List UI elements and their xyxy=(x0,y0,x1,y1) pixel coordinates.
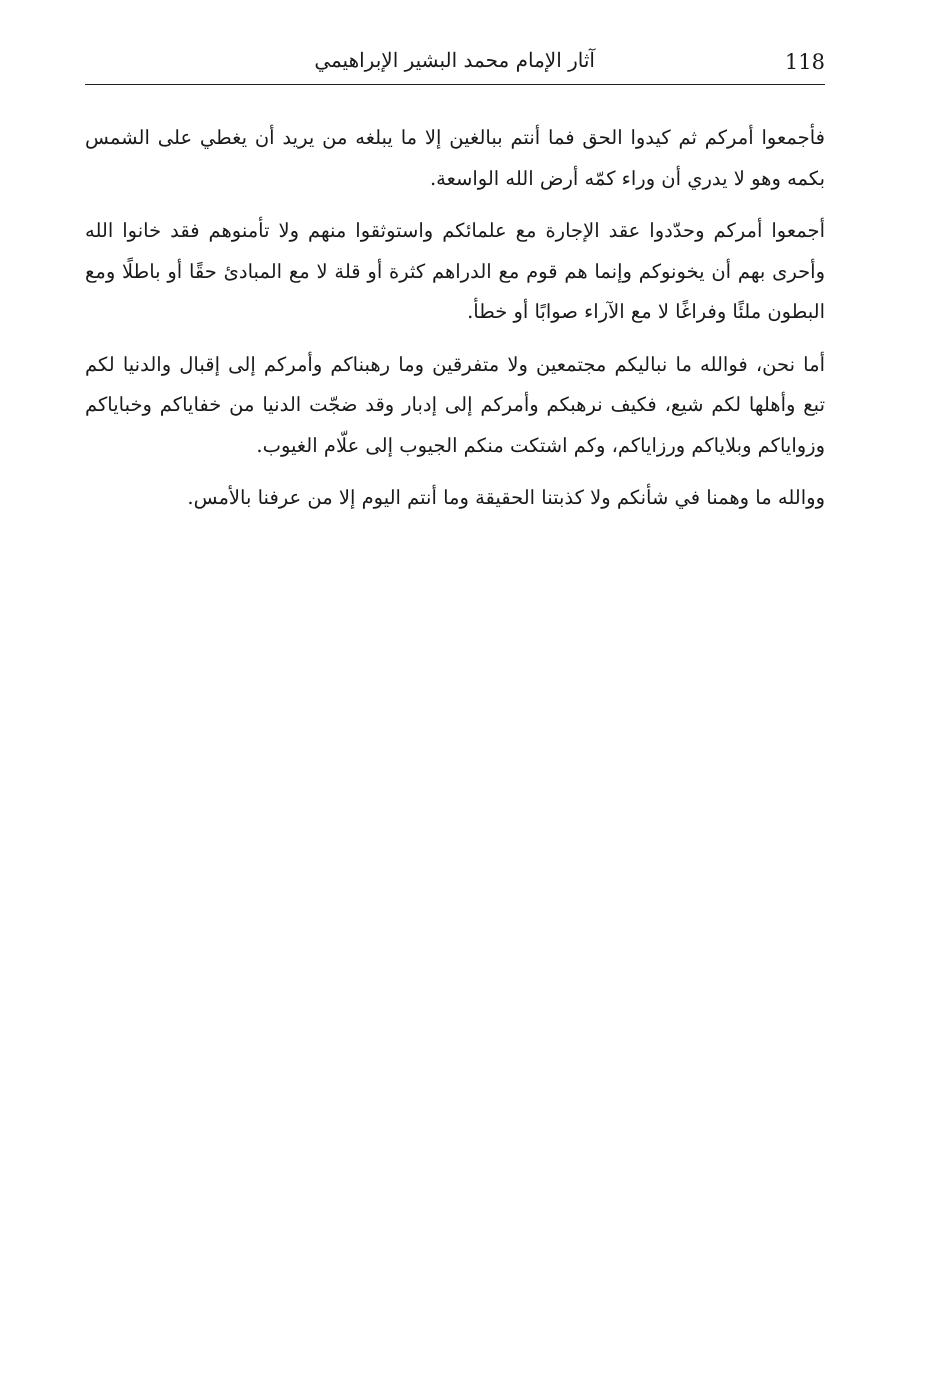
page-header xyxy=(85,44,825,85)
page-number: 118 xyxy=(784,50,825,74)
paragraph: أما نحن، فوالله ما نباليكم مجتمعين ولا متفرقين وما رهبناكم وأمركم إلى إقبال والدنيا لكم تبع وأهلها لكم شيع، فكيف نرهبكم وأمركم إلى إدبار وقد ضجّت الدنيا من خفاياكم وخباياكم وزواياكم وبلاياكم ورزاياكم، وكم اشتكت منكم الجيوب إلى علّام الغيوب. xyxy=(85,352,825,457)
paragraph: ووالله ما وهمنا في شأنكم ولا كذبتنا الحقيقة وما أنتم اليوم إلا من عرفنا بالأمس. xyxy=(187,486,825,509)
running-title: آثار الإمام محمد البشير الإبراهيمي xyxy=(314,48,595,72)
paragraph: فأجمعوا أمركم ثم كيدوا الحق فما أنتم ببالغين إلا ما يبلغه من يريد أن يغطي على الشمس بكمه وهو لا يدري أن وراء كمّه أرض الله الواسعة. xyxy=(85,126,825,190)
body-text xyxy=(85,118,825,531)
paragraph: أجمعوا أمركم وحدّدوا عقد الإجارة مع علمائكم واستوثقوا منهم ولا تأمنوهم فقد خانوا الله وأحرى بهم أن يخونوكم وإنما هم قوم مع الدراهم كثرة أو قلة لا مع المبادئ حقًا أو باطلًا ومع البطون ملئًا وفراغًا لا مع الآراء صوابًا أو خطأ. xyxy=(85,219,825,323)
